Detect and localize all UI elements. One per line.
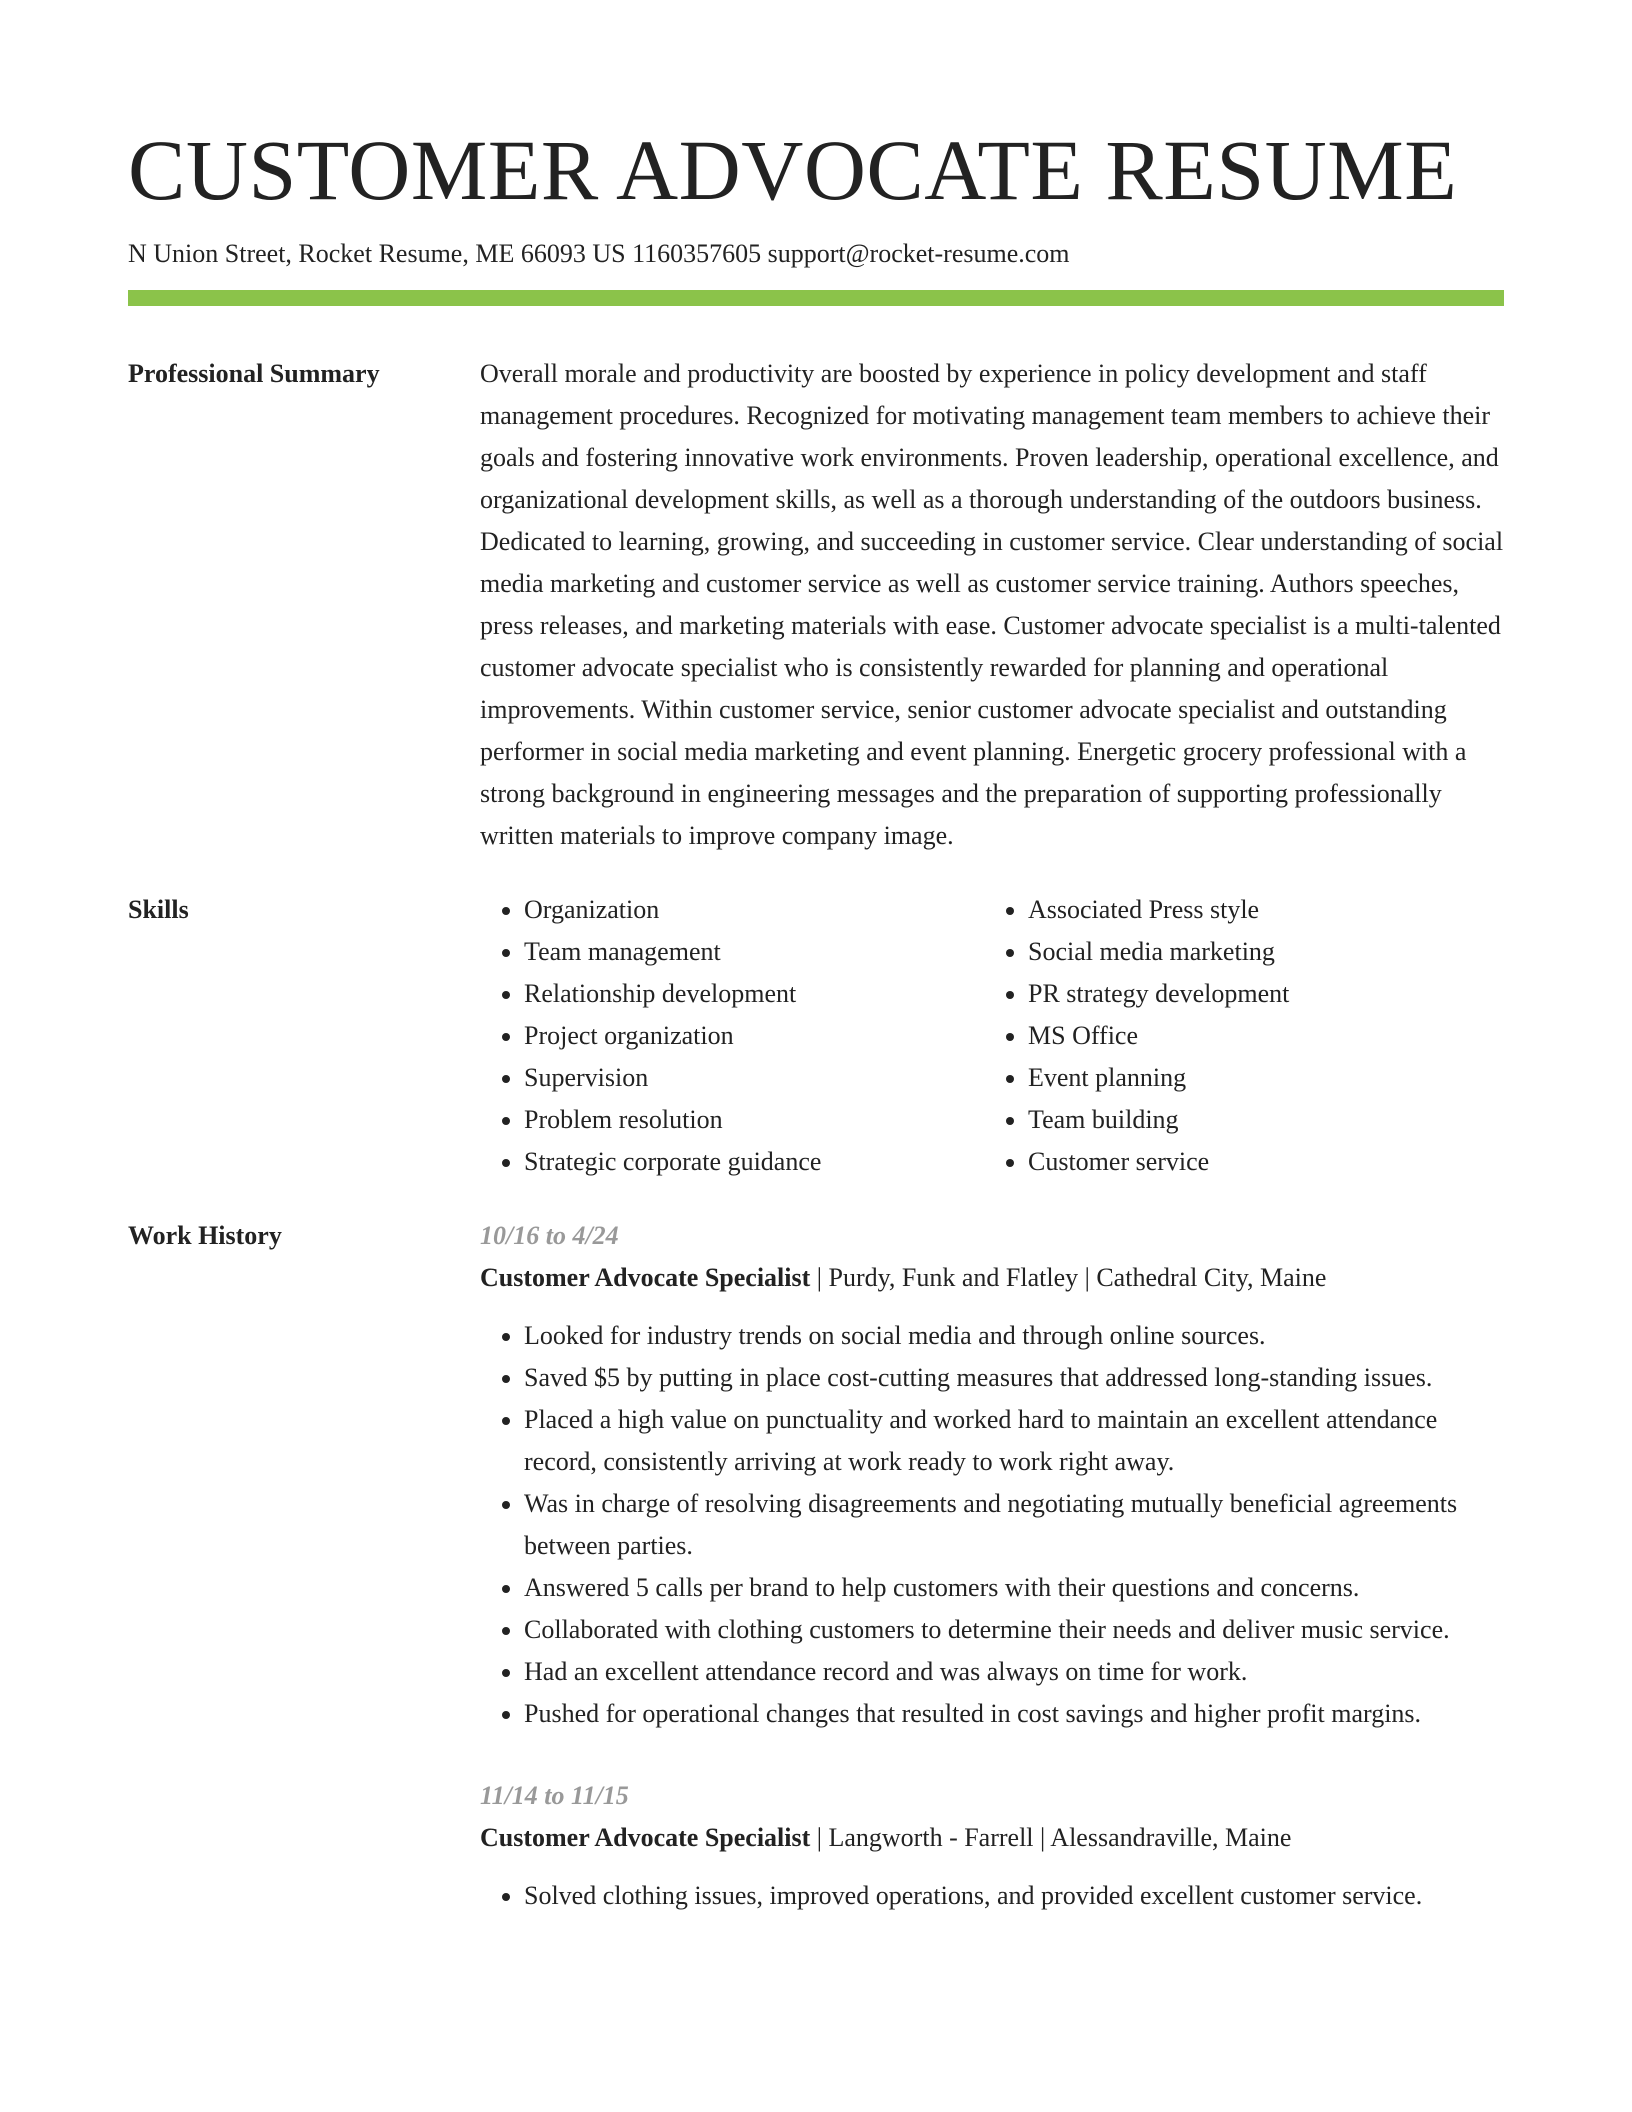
job-bullets [480,1875,1504,1917]
skill-item: • Project organization [524,1015,984,1057]
job-bullet: • Looked for industry trends on social media and through online sources. [524,1315,1504,1357]
skills-body [480,889,1504,1183]
skill-item: • Organization [524,889,984,931]
skill-item: • Problem resolution [524,1099,984,1141]
job-title: Customer Advocate Specialist [480,1823,811,1852]
resume-page [128,120,1504,1957]
skill-item: • Associated Press style [1028,889,1504,931]
skills-label: Skills [128,895,189,924]
job-heading [480,1257,1504,1299]
job-heading [480,1817,1504,1859]
contact-line: N Union Street, Rocket Resume, ME 66093 US 1160357605 support@rocket-resume.com [128,239,1070,268]
resume-title: CUSTOMER ADVOCATE RESUME [128,122,1458,218]
job-bullet: • Collaborated with clothing customers to determine their needs and deliver music service. [524,1609,1504,1651]
skills-list-left [480,889,984,1183]
job-entry [480,1775,1504,1917]
job-company-location: | Langworth - Farrell | Alessandraville, Maine [810,1823,1292,1852]
skill-item: • Supervision [524,1057,984,1099]
skill-item: • Team building [1028,1099,1504,1141]
work-history-label: Work History [128,1221,282,1250]
skills-list-right [984,889,1504,1183]
job-entry [480,1215,1504,1735]
job-company-location: | Purdy, Funk and Flatley | Cathedral City, Maine [810,1263,1327,1292]
summary-section [128,353,1504,857]
job-bullet: • Was in charge of resolving disagreements and negotiating mutually beneficial agreements between parties. [524,1483,1504,1567]
work-history-body [480,1215,1504,1957]
skills-columns [480,889,1504,1183]
skill-item: • Relationship development [524,973,984,1015]
job-dates: 11/14 to 11/15 [480,1781,629,1810]
job-bullets [480,1315,1504,1735]
skill-item: • MS Office [1028,1015,1504,1057]
job-bullet: • Solved clothing issues, improved operations, and provided excellent customer service. [524,1875,1504,1917]
job-bullet: • Pushed for operational changes that resulted in cost savings and higher profit margins. [524,1693,1504,1735]
skill-item: • Customer service [1028,1141,1504,1183]
job-bullet: • Saved $5 by putting in place cost-cutting measures that addressed long-standing issues. [524,1357,1504,1399]
skill-item: • Team management [524,931,984,973]
skill-item: • PR strategy development [1028,973,1504,1015]
job-title: Customer Advocate Specialist [480,1263,811,1292]
skill-item: • Social media marketing [1028,931,1504,973]
summary-text: Overall morale and productivity are boosted by experience in policy development and staff management procedures. Recognized for motivating management team members to achieve their goals and fostering innovative work environments. Proven leadership, operational excellence, and organizational development skills, as well as a thorough understanding of the outdoors business. Dedicated to learning, growing, and succeeding in customer service. Clear understanding of social media marketing and customer service as well as customer service training. Authors speeches, press releases, and marketing materials with ease. Customer advocate specialist is a multi-talented customer advocate specialist who is consistently rewarded for planning and operational improvements. Within customer service, senior customer advocate specialist and outstanding performer in social media marketing and event planning. Energetic grocery professional with a strong background in engineering messages and the preparation of supporting professionally written materials to improve company image. [480,359,1504,850]
job-dates: 10/16 to 4/24 [480,1221,619,1250]
skill-item: • Event planning [1028,1057,1504,1099]
accent-divider [128,290,1504,306]
summary-label: Professional Summary [128,359,380,388]
job-bullet: • Answered 5 calls per brand to help customers with their questions and concerns. [524,1567,1504,1609]
job-bullet: • Had an excellent attendance record and was always on time for work. [524,1651,1504,1693]
job-bullet: • Placed a high value on punctuality and worked hard to maintain an excellent attendance record, consistently arriving at work ready to work right away. [524,1399,1504,1483]
work-history-section [128,1215,1504,1957]
skill-item: • Strategic corporate guidance [524,1141,984,1183]
skills-section [128,889,1504,1183]
